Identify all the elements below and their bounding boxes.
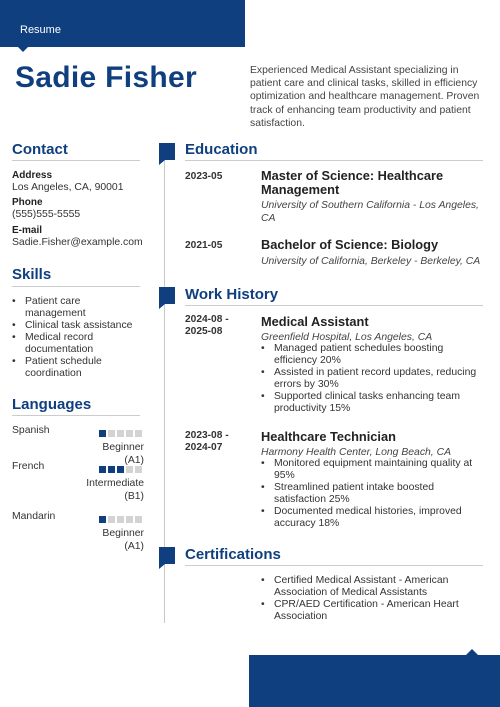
job-bullet: • Monitored equipment maintaining quality at 95% (261, 458, 486, 482)
level-dot-empty (117, 430, 124, 437)
level-dot-empty (135, 516, 142, 523)
skills-list (12, 296, 140, 380)
language-level-meter (99, 430, 142, 437)
level-dot-filled (117, 466, 124, 473)
level-dot-filled (108, 466, 115, 473)
certification-item: • Certified Medical Assistant - American Association of Medical Assistants (261, 575, 486, 599)
skill-item: • Medical record documentation (12, 332, 140, 356)
job-title: Healthcare Technician (261, 429, 396, 444)
job-bullets (261, 458, 486, 530)
level-dot-empty (126, 430, 133, 437)
language-level: Beginner (A1) (102, 528, 144, 552)
level-dot-empty (135, 466, 142, 473)
skills-heading: Skills (12, 266, 52, 283)
address-value: Los Angeles, CA, 90001 (12, 182, 124, 193)
profile-summary: Experienced Medical Assistant specializing in patient care and clinical tasks, skilled in efficiency optimization and healthcare management. Proven track of enhancing team productivity and patient satisfaction. (250, 65, 480, 129)
phone-label: Phone (12, 197, 43, 208)
work-date-start: 2023-08 - (185, 430, 229, 441)
education-date: 2023-05 (185, 171, 223, 182)
skill-item: • Patient schedule coordination (12, 356, 140, 380)
skill-item: • Clinical task assistance (12, 320, 140, 332)
candidate-name: Sadie Fisher (15, 61, 198, 94)
work-date-end: 2024-07 (185, 442, 223, 453)
level-dot-empty (135, 430, 142, 437)
languages-rule (12, 415, 140, 416)
work-flag-tip (159, 304, 165, 309)
language-name: French (12, 461, 45, 472)
work-flag-icon (159, 287, 175, 304)
company-name: Greenfield Hospital, Los Angeles, CA (261, 332, 433, 343)
skill-item: • Patient care management (12, 296, 140, 320)
education-heading: Education (185, 141, 258, 158)
level-dot-empty (126, 466, 133, 473)
language-level: Intermediate (B1) (86, 478, 144, 502)
language-level-meter (99, 516, 142, 523)
language-level-meter (99, 466, 142, 473)
contact-heading: Contact (12, 141, 68, 158)
job-bullets (261, 343, 486, 415)
language-name: Mandarin (12, 511, 56, 522)
header-notch (17, 46, 29, 52)
level-dot-empty (117, 516, 124, 523)
certifications-flag-icon (159, 547, 175, 564)
education-rule (185, 160, 483, 161)
job-bullet: • Streamlined patient intake boosted satisfaction 25% (261, 482, 486, 506)
email-value[interactable]: Sadie.Fisher@example.com (12, 237, 143, 248)
degree-title: Master of Science: Healthcare Management (261, 168, 444, 197)
phone-value: (555)555-5555 (12, 209, 81, 220)
degree-title: Bachelor of Science: Biology (261, 237, 439, 252)
level-dot-filled (99, 516, 106, 523)
education-date: 2021-05 (185, 240, 223, 251)
contact-rule (12, 160, 140, 161)
certifications-heading: Certifications (185, 546, 281, 563)
level-dot-filled (99, 466, 106, 473)
job-bullet: • Assisted in patient record updates, reducing errors by 30% (261, 367, 486, 391)
certifications-flag-tip (159, 564, 165, 569)
school-name: University of California, Berkeley - Berkeley, CA (261, 256, 481, 267)
job-bullet: • Supported clinical tasks enhancing team productivity 15% (261, 391, 486, 415)
languages-heading: Languages (12, 396, 92, 413)
language-level: Beginner (A1) (102, 442, 144, 466)
work-heading: Work History (185, 286, 279, 303)
work-date-end: 2025-08 (185, 326, 223, 337)
level-dot-empty (108, 516, 115, 523)
education-flag-icon (159, 143, 175, 160)
job-bullet: • Managed patient schedules boosting efficiency 20% (261, 343, 486, 367)
address-label: Address (12, 170, 53, 181)
footer-band (249, 655, 500, 707)
resume-label: Resume (20, 24, 61, 36)
level-dot-empty (126, 516, 133, 523)
work-date-start: 2024-08 - (185, 314, 229, 325)
level-dot-empty (108, 430, 115, 437)
certifications-rule (185, 565, 483, 566)
certification-item: • CPR/AED Certification - American Heart Association (261, 599, 486, 623)
job-bullet: • Documented medical histories, improved accuracy 18% (261, 506, 486, 530)
education-flag-tip (159, 160, 165, 165)
company-name: Harmony Health Center, Long Beach, CA (261, 447, 452, 458)
email-label: E-mail (12, 225, 43, 236)
level-dot-filled (99, 430, 106, 437)
school-name: University of Southern California - Los Angeles, CA (261, 200, 479, 224)
certifications-list (261, 575, 486, 623)
job-title: Medical Assistant (261, 314, 369, 329)
skills-rule (12, 286, 140, 287)
work-rule (185, 305, 483, 306)
language-name: Spanish (12, 425, 50, 436)
